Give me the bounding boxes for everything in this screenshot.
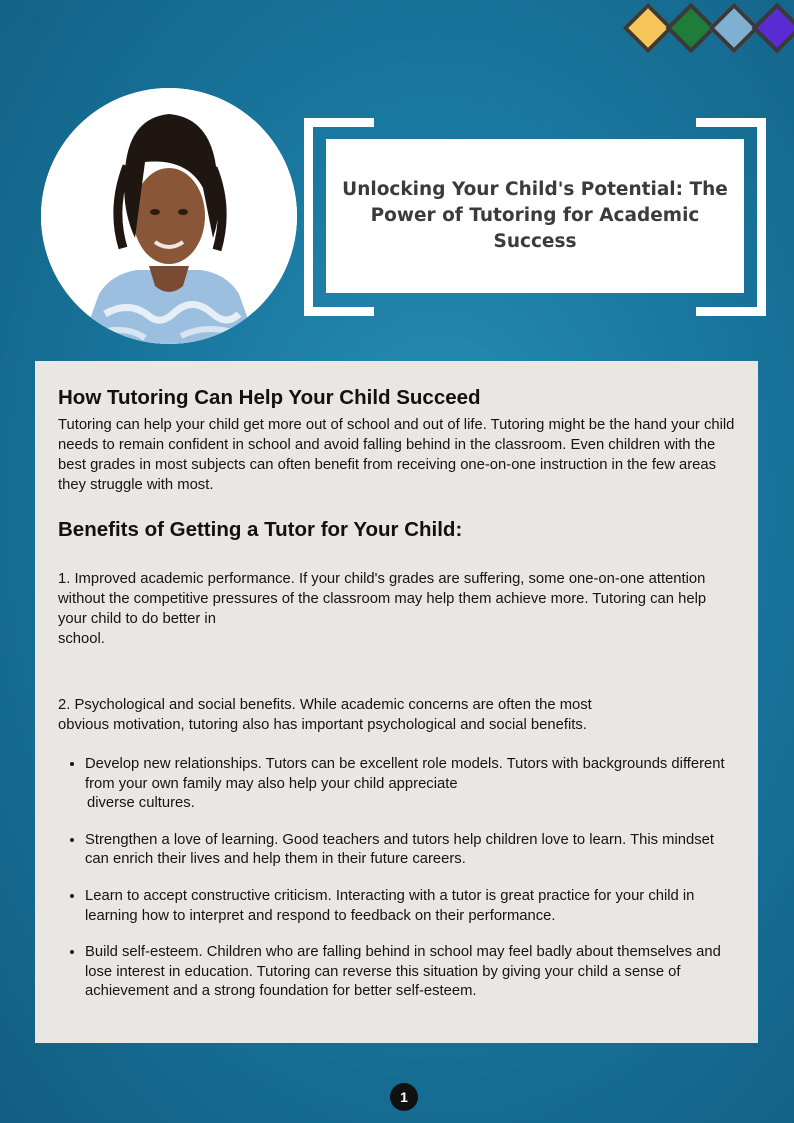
bullet-love-of-learning: • Strengthen a love of learning. Good teachers and tutors help children love to learn. This mindset can enrich their lives and help them in their future careers.: [85, 831, 736, 870]
bullet-develop-relationships: • Develop new relationships. Tutors can be excellent role models. Tutors with backgrounds different from your own family may also help your child appreciate diverse cultures.: [85, 755, 736, 814]
author-photo: [41, 88, 297, 344]
title-box: [326, 139, 744, 293]
intro-paragraph: Tutoring can help your child get more out of school and out of life. Tutoring might be the hand your child needs to remain confident in school and avoid falling behind in the classroom. Even children with the best grades in most subjects can often benefit from receiving one-on-one instruction in the few areas they struggle with most.: [58, 417, 735, 493]
benefit-1-line-2: school.: [58, 631, 105, 647]
section-heading-benefits: Benefits of Getting a Tutor for Your Child:: [58, 518, 463, 541]
portrait-image: [41, 88, 297, 344]
section-heading-how-tutoring-helps: How Tutoring Can Help Your Child Succeed: [58, 386, 481, 409]
benefit-2-line-2: obvious motivation, tutoring also has important psychological and social benefits.: [58, 717, 587, 733]
purple-diamond-icon: [752, 3, 794, 54]
bullet-self-esteem: • Build self-esteem. Children who are falling behind in school may feel badly about themselves and lose interest in education. Tutoring can reverse this situation by giving your child a sense of achievement and a strong foundation for better self-esteem.: [85, 943, 736, 1002]
benefit-2-text: [58, 695, 736, 735]
title-frame: [304, 118, 766, 316]
benefits-bullet-list: [58, 755, 736, 1002]
benefit-1-line-1: 1. Improved academic performance. If your child's grades are suffering, some one-on-one attention without the competitive pressures of the classroom may help them achieve more. Tutoring can help your child to do better in: [58, 571, 707, 627]
bullet-constructive-criticism: • Learn to accept constructive criticism. Interacting with a tutor is great practice for your child in learning how to interpret and respond to feedback on their performance.: [85, 887, 736, 926]
benefit-2-line-1: 2. Psychological and social benefits. While academic concerns are often the most: [58, 697, 592, 713]
page-number-badge: 1: [392, 1085, 416, 1109]
decorative-diamonds: [618, 0, 794, 64]
benefit-1-text: [58, 569, 736, 649]
page-title: Unlocking Your Child's Potential: The Power of Tutoring for Academic Success: [342, 179, 728, 252]
content-panel: [35, 361, 758, 1043]
